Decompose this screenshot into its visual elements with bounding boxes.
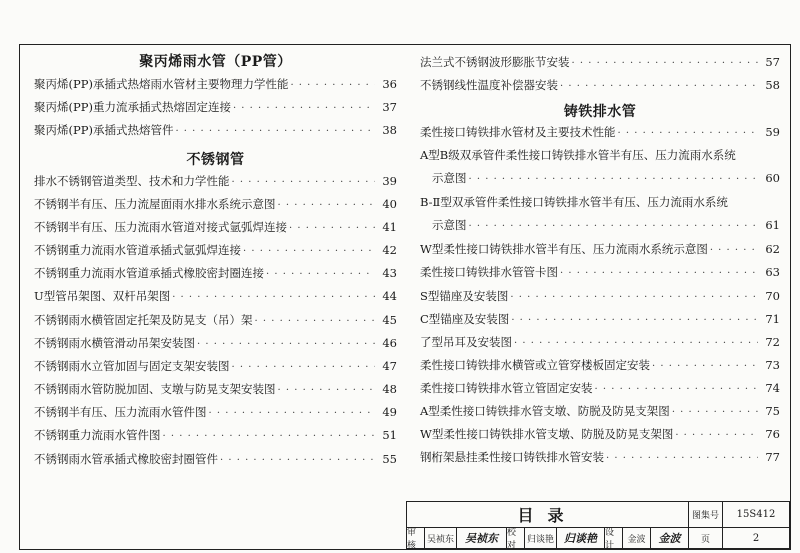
- toc-entry[interactable]: 不锈钢雨水管承插式橡胶密封圈管件 · · · 55: [34, 452, 397, 468]
- toc-entry[interactable]: 钢桁架悬挂柔性接口铸铁排水管安装 · · · 77: [420, 450, 780, 466]
- section-title-stainless: 不锈钢管: [186, 152, 245, 168]
- toc-entry[interactable]: 法兰式不锈钢波形膨胀节安装 · · · 57: [420, 55, 780, 71]
- toc-entry[interactable]: W型柔性接口铸铁排水管支墩、防脱及防晃支架图 · · · 76: [420, 427, 780, 443]
- toc-entry[interactable]: 不锈钢重力流雨水管道承插式氩弧焊连接 · · · 42: [34, 243, 397, 259]
- section-title-cast-iron: 铸铁排水管: [563, 104, 637, 120]
- atlas-label: 图集号: [689, 502, 723, 528]
- toc-entry[interactable]: 聚丙烯(PP)承插式热熔管件 · · · 38: [34, 123, 397, 139]
- designer-name: 金波: [623, 528, 651, 549]
- toc-entry[interactable]: 不锈钢半有压、压力流屋面雨水排水系统示意图 · · · 40: [34, 197, 397, 213]
- toc-entry[interactable]: 柔性接口铸铁排水管立管固定安装 · · · 74: [420, 381, 780, 397]
- drawing-title: 目录: [407, 502, 689, 528]
- title-block: [406, 501, 790, 549]
- toc-entry[interactable]: 不锈钢雨水横管滑动吊架安装图 · · · 46: [34, 336, 397, 352]
- checker-name: 归谈艳: [525, 528, 557, 549]
- toc-entry[interactable]: 柔性接口铸铁排水管材及主要技术性能 · · · 59: [420, 125, 780, 141]
- toc-entry[interactable]: 不锈钢重力流雨水管件图 · · · 51: [34, 428, 397, 444]
- toc-entry[interactable]: 聚丙烯(PP)承插式热熔雨水管材主要物理力学性能 · · · 36: [34, 77, 397, 93]
- toc-entry[interactable]: B-Ⅱ型双承管件柔性接口铸铁排水管半有压、压力流雨水系统 示意图 · · · 61: [420, 195, 780, 234]
- toc-entry[interactable]: 不锈钢雨水管防脱加固、支墩与防晃支架安装图 · · · 48: [34, 382, 397, 398]
- toc-entry[interactable]: 不锈钢半有压、压力流雨水管件图 · · · 49: [34, 405, 397, 421]
- toc-entry[interactable]: W型柔性接口铸铁排水管半有压、压力流雨水系统示意图 · · · 62: [420, 242, 780, 258]
- review-label: 审核: [407, 528, 425, 549]
- page-label: 页: [689, 528, 723, 549]
- toc-entry[interactable]: C型锚座及安装图 · · · 71: [420, 312, 780, 328]
- toc-entry[interactable]: A型B级双承管件柔性接口铸铁排水管半有压、压力流雨水系统 示意图 · · · 60: [420, 148, 780, 187]
- toc-entry[interactable]: 了型吊耳及安装图 · · · 72: [420, 335, 780, 351]
- toc-entry[interactable]: 不锈钢线性温度补偿器安装 · · · 58: [420, 78, 780, 94]
- check-label: 校对: [507, 528, 525, 549]
- section-title-pp: 聚丙烯雨水管（PP管）: [139, 54, 292, 70]
- design-label: 设计: [605, 528, 623, 549]
- page-number: 2: [723, 528, 790, 549]
- reviewer-signature: 吴祯东: [457, 528, 507, 549]
- toc-entry[interactable]: U型管吊架图、双杆吊架图 · · · 44: [34, 289, 397, 305]
- toc-entry[interactable]: 不锈钢雨水横管固定托架及防晃支（吊）架 · · · 45: [34, 313, 397, 329]
- toc-entry[interactable]: 不锈钢重力流雨水管道承插式橡胶密封圈连接 · · · 43: [34, 266, 397, 282]
- toc-entry[interactable]: 聚丙烯(PP)重力流承插式热熔固定连接 · · · 37: [34, 100, 397, 116]
- drawing-sheet: [19, 44, 791, 550]
- designer-signature: 金波: [651, 528, 689, 549]
- checker-signature: 归谈艳: [557, 528, 605, 549]
- reviewer-name: 吴祯东: [425, 528, 457, 549]
- atlas-number: 15S412: [723, 502, 790, 528]
- toc-entry[interactable]: S型锚座及安装图 · · · 70: [420, 289, 780, 305]
- toc-entry[interactable]: A型柔性接口铸铁排水管支墩、防脱及防晃支架图 · · · 75: [420, 404, 780, 420]
- toc-entry[interactable]: 柔性接口铸铁排水横管或立管穿楼板固定安装 · · · 73: [420, 358, 780, 374]
- toc-entry[interactable]: 柔性接口铸铁排水管管卡图 · · · 63: [420, 265, 780, 281]
- toc-entry[interactable]: 不锈钢雨水立管加固与固定支架安装图 · · · 47: [34, 359, 397, 375]
- toc-entry[interactable]: 排水不锈钢管道类型、技术和力学性能 · · · 39: [34, 174, 397, 190]
- toc-entry[interactable]: 不锈钢半有压、压力流雨水管道对接式氩弧焊连接 · · · 41: [34, 220, 397, 236]
